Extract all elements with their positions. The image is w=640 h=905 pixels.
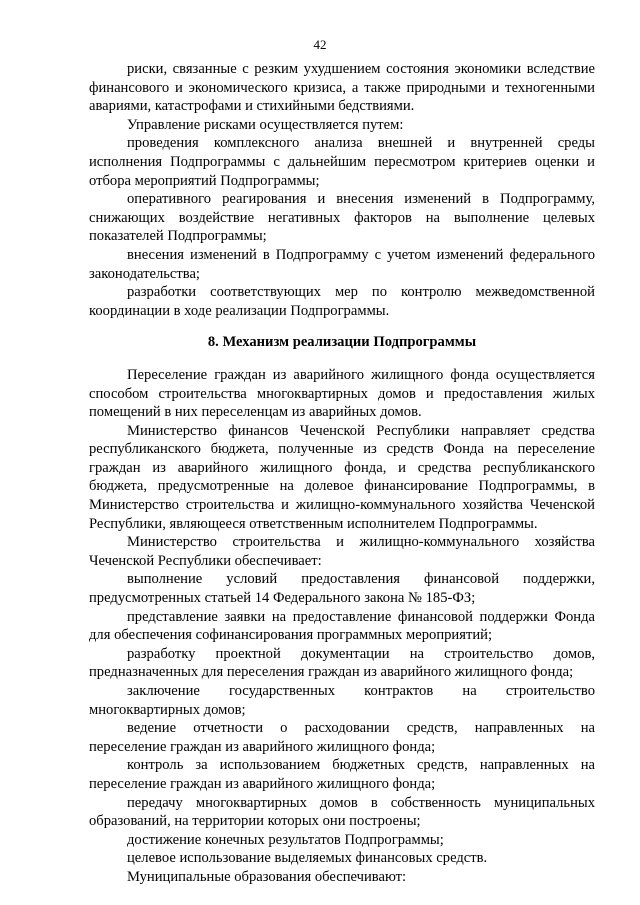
- paragraph: риски, связанные с резким ухудшением состояния экономики вследствие финансового и экономического кризиса, а также природными и техногенными авариями, катастрофами и стихийными бедствиями.: [89, 61, 595, 115]
- paragraph: выполнение условий предоставления финансовой поддержки, предусмотренных статьей 14 Федерального закона № 185-ФЗ;: [89, 571, 595, 607]
- paragraph: оперативного реагирования и внесения изменений в Подпрограмму, снижающих воздействие негативных факторов на выполнение целевых показателей Подпрограммы;: [89, 191, 595, 245]
- paragraph: представление заявки на предоставление финансовой поддержки Фонда для обеспечения софинансирования программных мероприятий;: [89, 608, 595, 644]
- paragraph: Министерство строительства и жилищно-коммунального хозяйства Чеченской Республики обеспечивает:: [89, 534, 595, 569]
- paragraph: Муниципальные образования обеспечивают:: [127, 868, 407, 885]
- paragraph: ведение отчетности о расходовании средств, направленных на переселение граждан из аварийного жилищного фонда;: [89, 720, 595, 755]
- paragraph: разработки соответствующих мер по контролю межведомственной координации в ходе реализации Подпрограммы.: [89, 284, 595, 319]
- paragraph: целевое использование выделяемых финансовых средств.: [127, 850, 488, 867]
- page-number: 42: [313, 37, 327, 52]
- paragraph: Министерство финансов Чеченской Республики направляет средства республиканского бюджета, полученные из средств Фонда на переселение граждан из аварийного жилищного фонда, и средства республиканского бюджета, предусмотренные на долевое финансирование Подпрограммы, в Министерство строительства и жилищно-коммунального хозяйства Чеченской Республики, являющееся ответственным исполнителем Подпрограммы.: [89, 422, 595, 532]
- paragraph: контроль за использованием бюджетных средств, направленных на переселение граждан из аварийного жилищного фонда;: [89, 757, 595, 792]
- paragraph: заключение государственных контрактов на строительство многоквартирных домов;: [89, 683, 595, 718]
- paragraph: передачу многоквартирных домов в собственность муниципальных образований, на территории которых они построены;: [89, 794, 595, 830]
- paragraph: Переселение граждан из аварийного жилищного фонда осуществляется способом строительства многоквартирных домов и предоставления жилых помещений в них переселенцам из аварийных домов.: [89, 366, 595, 421]
- paragraph: Управление рисками осуществляется путем:: [127, 116, 404, 133]
- paragraph: внесения изменений в Подпрограмму с учетом изменений федерального законодательства;: [89, 246, 595, 282]
- document-body: [89, 60, 595, 887]
- section-heading: 8. Механизм реализации Подпрограммы: [207, 334, 477, 351]
- paragraph: достижение конечных результатов Подпрограммы;: [127, 831, 444, 848]
- paragraph: проведения комплексного анализа внешней и внутренней среды исполнения Подпрограммы с дальнейшим пересмотром критериев оценки и отбора мероприятий Подпрограммы;: [89, 135, 595, 189]
- paragraph: разработку проектной документации на строительство домов, предназначенных для переселения граждан из аварийного жилищного фонда;: [89, 645, 595, 681]
